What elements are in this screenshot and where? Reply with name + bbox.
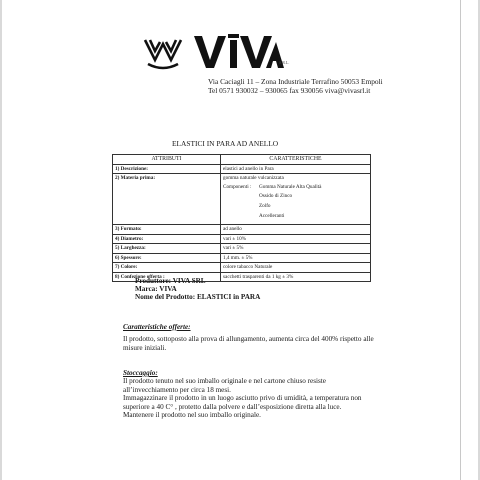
producer-line: Produttore: VIVA SRL xyxy=(135,277,206,285)
attr-value-raw-material xyxy=(221,174,371,225)
features-title: Caratteristiche offerte: xyxy=(123,323,191,331)
storage-title: Stoccaggio: xyxy=(123,369,158,377)
header-attributes: ATTRIBUTI xyxy=(113,155,221,165)
viva-logo xyxy=(142,30,292,72)
logo-wordmark xyxy=(194,34,284,68)
component-item: Ossido di Zinco xyxy=(259,193,293,200)
features-line: Il prodotto, sottoposto alla prova di allungamento, aumenta circa del 400% rispetto alle xyxy=(123,335,374,343)
logo-emblem xyxy=(145,40,181,68)
attr-value: 1,4 mm. ± 5% xyxy=(221,253,371,263)
features-text xyxy=(123,335,374,353)
product-name-line: Nome del Prodotto: ELASTICI in PARA xyxy=(135,293,261,301)
attr-value: vari ± 5% xyxy=(221,244,371,254)
page-edge-line xyxy=(460,0,461,480)
storage-line: superiore a 40 C° , protetto dalla polvere e dall’esposizione diretta alla luce. xyxy=(123,402,342,411)
attr-value: vari ± 10% xyxy=(221,234,371,244)
table-row xyxy=(113,234,371,244)
storage-line: all’invecchiamento per circa 18 mesi. xyxy=(123,385,231,394)
component-item: Gomma Naturale Alta Qualità xyxy=(259,183,322,190)
attributes-table xyxy=(112,154,371,282)
attr-label: 1) Descrizione: xyxy=(113,164,221,174)
storage-line: Immagazzinare il prodotto in un luogo asciutto privo di umidità, a temperatura non xyxy=(123,394,362,403)
features-line: misure iniziali. xyxy=(123,344,167,352)
storage-text xyxy=(123,377,362,420)
company-contacts: Tel 0571 930032 – 930065 fax 930056 viva@vivasrl.it xyxy=(208,86,371,95)
brand-line: Marca: VIVA xyxy=(135,285,177,293)
document-page xyxy=(2,0,478,480)
storage-line: Mantenere il prodotto nel suo imballo originale. xyxy=(123,411,261,420)
attr-value: ad anello xyxy=(221,224,371,234)
attr-value: gomma naturale vulcanizzata xyxy=(223,175,284,182)
attr-label: 8) Confezione offerta : xyxy=(113,272,221,282)
brand-suffix: S.R.L. xyxy=(279,60,290,65)
product-info xyxy=(135,277,260,301)
components-label: Componenti : xyxy=(223,183,252,190)
table-row xyxy=(113,224,371,234)
components-list xyxy=(223,184,368,223)
component-item: Zolfo xyxy=(259,203,271,210)
attr-label: 4) Diametro: xyxy=(113,234,221,244)
storage-line: Il prodotto tenuto nel suo imballo originale e nel cartone chiuso resiste xyxy=(123,377,326,385)
attr-label: 2) Materia prima: xyxy=(113,174,221,225)
attr-label: 7) Colore: xyxy=(113,263,221,273)
table-header-row xyxy=(113,155,371,165)
attr-value: elastici ad anello in Para xyxy=(221,164,371,174)
attr-label: 6) Spessore: xyxy=(113,253,221,263)
table-row xyxy=(113,263,371,273)
company-address: Via Caciagli 11 – Zona Industriale Terrafino 50053 Empoli xyxy=(208,77,383,86)
attr-value: colore tabacco Naturale xyxy=(221,263,371,273)
table-row xyxy=(113,174,371,225)
attr-label: 3) Formato: xyxy=(113,224,221,234)
attr-label: 5) Larghezza: xyxy=(113,244,221,254)
table-row xyxy=(113,164,371,174)
document-title: ELASTICI IN PARA AD ANELLO xyxy=(172,139,279,148)
header-characteristics: CARATTERISTICHE xyxy=(221,155,371,165)
table-row xyxy=(113,244,371,254)
table-row xyxy=(113,253,371,263)
attr-value: sacchetti trasparenti da 1 kg ± 3% xyxy=(221,272,371,282)
component-item: Accelleranti xyxy=(259,212,285,219)
